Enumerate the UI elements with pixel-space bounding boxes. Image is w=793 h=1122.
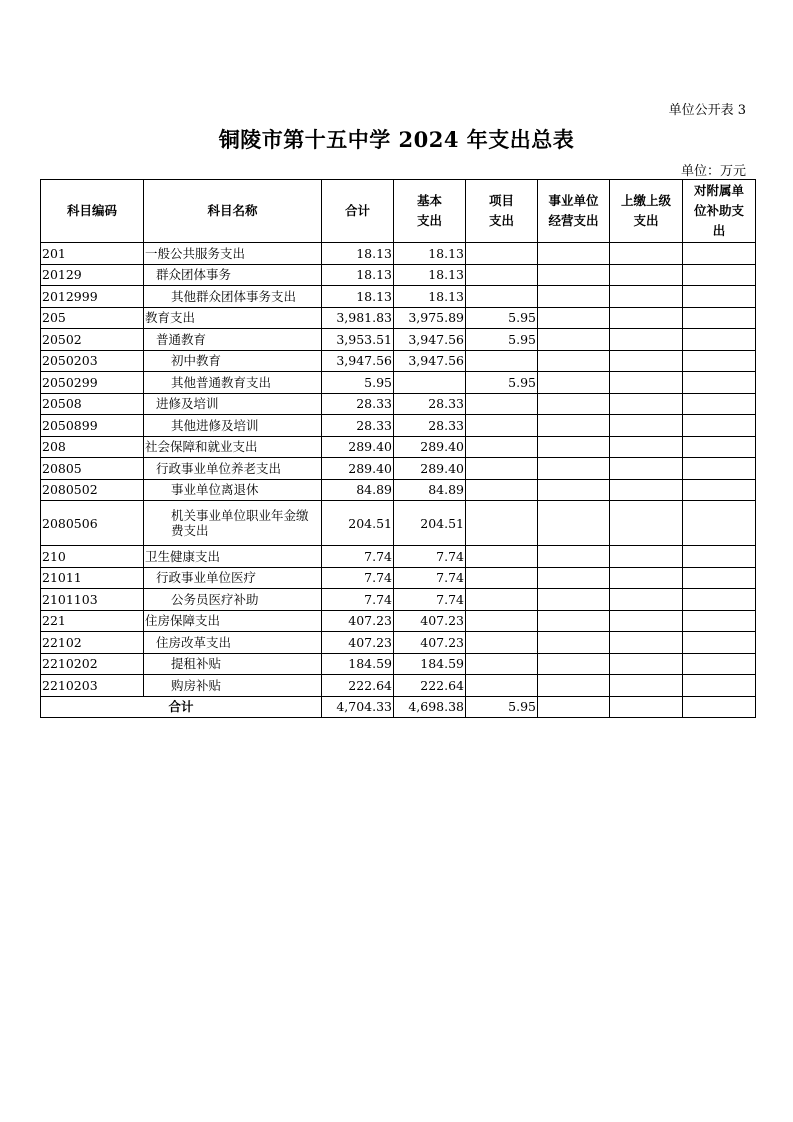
row-basic: 28.33 [394,393,466,415]
row-name: 社会保障和就业支出 [144,436,322,458]
row-basic: 3,947.56 [394,350,466,372]
form-number: 单位公开表 3 [668,103,746,118]
row-basic: 407.23 [394,632,466,654]
row-business [538,653,610,675]
row-upper [610,393,683,415]
row-basic: 7.74 [394,567,466,589]
row-basic: 7.74 [394,546,466,568]
row-total: 222.64 [322,675,394,697]
row-code: 21011 [41,567,144,589]
row-upper [610,546,683,568]
row-name: 初中教育 [144,350,322,372]
row-subsidy [683,632,756,654]
row-upper [610,307,683,329]
row-upper [610,479,683,501]
total-subsidy [683,696,756,718]
row-name: 公务员医疗补助 [144,589,322,611]
total-sum: 4,704.33 [322,696,394,718]
row-total: 289.40 [322,458,394,480]
row-business [538,675,610,697]
row-basic: 222.64 [394,675,466,697]
row-upper [610,610,683,632]
row-code: 2050203 [41,350,144,372]
row-total: 204.51 [322,501,394,546]
row-name: 住房保障支出 [144,610,322,632]
total-project: 5.95 [466,696,538,718]
row-business [538,415,610,437]
row-project [466,589,538,611]
table-row [41,458,756,480]
row-subsidy [683,372,756,394]
total-basic: 4,698.38 [394,696,466,718]
row-project [466,415,538,437]
row-upper [610,350,683,372]
row-business [538,632,610,654]
row-code: 221 [41,610,144,632]
row-code: 2050299 [41,372,144,394]
row-subsidy [683,286,756,308]
row-subsidy [683,243,756,265]
row-basic: 84.89 [394,479,466,501]
row-total: 407.23 [322,632,394,654]
row-name: 群众团体事务 [144,264,322,286]
row-total: 28.33 [322,415,394,437]
row-upper [610,589,683,611]
row-upper [610,458,683,480]
row-name: 机关事业单位职业年金缴费支出 [144,501,322,546]
header-basic: 基本 支出 [394,180,466,243]
total-business [538,696,610,718]
unit-label: 单位：万元 [680,164,746,179]
row-business [538,589,610,611]
row-basic: 289.40 [394,458,466,480]
row-code: 20502 [41,329,144,351]
row-code: 2101103 [41,589,144,611]
table-row [41,675,756,697]
row-project [466,610,538,632]
row-subsidy [683,546,756,568]
row-code: 20129 [41,264,144,286]
row-name: 其他群众团体事务支出 [144,286,322,308]
row-project [466,264,538,286]
row-subsidy [683,567,756,589]
total-row [41,696,756,718]
row-subsidy [683,436,756,458]
table-row [41,436,756,458]
row-business [538,307,610,329]
row-business [538,264,610,286]
row-code: 2012999 [41,286,144,308]
row-upper [610,415,683,437]
table-row [41,589,756,611]
row-basic: 7.74 [394,589,466,611]
row-business [538,501,610,546]
row-basic: 18.13 [394,264,466,286]
row-business [538,567,610,589]
expenditure-table [40,179,756,718]
row-code: 2210202 [41,653,144,675]
row-upper [610,264,683,286]
row-business [538,372,610,394]
row-basic: 18.13 [394,286,466,308]
row-code: 2080502 [41,479,144,501]
table-row [41,329,756,351]
row-code: 2210203 [41,675,144,697]
row-upper [610,286,683,308]
row-upper [610,501,683,546]
row-subsidy [683,501,756,546]
row-business [538,546,610,568]
row-total: 7.74 [322,567,394,589]
row-total: 18.13 [322,243,394,265]
row-upper [610,567,683,589]
row-name: 进修及培训 [144,393,322,415]
row-project [466,632,538,654]
row-basic: 3,975.89 [394,307,466,329]
row-project [466,479,538,501]
table-row [41,307,756,329]
total-upper [610,696,683,718]
row-upper [610,372,683,394]
row-business [538,436,610,458]
row-business [538,458,610,480]
row-total: 84.89 [322,479,394,501]
table-row [41,546,756,568]
row-basic: 289.40 [394,436,466,458]
row-total: 18.13 [322,286,394,308]
header-business: 事业单位 经营支出 [538,180,610,243]
row-subsidy [683,307,756,329]
row-name: 行政事业单位养老支出 [144,458,322,480]
row-basic: 3,947.56 [394,329,466,351]
row-name: 住房改革支出 [144,632,322,654]
table-row [41,567,756,589]
row-code: 201 [41,243,144,265]
row-business [538,243,610,265]
row-project [466,567,538,589]
row-subsidy [683,458,756,480]
table-row [41,243,756,265]
table-row [41,479,756,501]
header-name: 科目名称 [144,180,322,243]
row-basic: 184.59 [394,653,466,675]
row-upper [610,243,683,265]
row-project [466,243,538,265]
header-total: 合计 [322,180,394,243]
row-total: 3,981.83 [322,307,394,329]
table-row [41,610,756,632]
row-subsidy [683,589,756,611]
header-code: 科目编码 [41,180,144,243]
row-name: 卫生健康支出 [144,546,322,568]
row-total: 3,947.56 [322,350,394,372]
row-project [466,546,538,568]
row-code: 208 [41,436,144,458]
row-project [466,350,538,372]
total-label: 合计 [41,696,322,718]
row-project: 5.95 [466,307,538,329]
row-subsidy [683,264,756,286]
row-business [538,393,610,415]
row-project: 5.95 [466,329,538,351]
row-code: 20508 [41,393,144,415]
row-name: 其他进修及培训 [144,415,322,437]
row-project [466,393,538,415]
row-subsidy [683,329,756,351]
row-total: 7.74 [322,546,394,568]
row-total: 28.33 [322,393,394,415]
row-project [466,675,538,697]
table-row [41,393,756,415]
header-project: 项目 支出 [466,180,538,243]
row-code: 2050899 [41,415,144,437]
row-name: 事业单位离退休 [144,479,322,501]
row-basic [394,372,466,394]
row-name: 提租补贴 [144,653,322,675]
row-subsidy [683,675,756,697]
row-code: 205 [41,307,144,329]
page-title: 铜陵市第十五中学 2024 年支出总表 [218,127,575,152]
row-total: 407.23 [322,610,394,632]
row-total: 5.95 [322,372,394,394]
table-row [41,415,756,437]
row-business [538,479,610,501]
row-code: 210 [41,546,144,568]
table-header-row [41,180,756,243]
table-row [41,632,756,654]
table-row [41,372,756,394]
row-name: 行政事业单位医疗 [144,567,322,589]
row-project [466,458,538,480]
row-code: 22102 [41,632,144,654]
row-project [466,501,538,546]
row-project [466,436,538,458]
row-business [538,350,610,372]
table-row [41,501,756,546]
table-row [41,286,756,308]
row-basic: 28.33 [394,415,466,437]
row-name: 购房补贴 [144,675,322,697]
row-business [538,329,610,351]
row-basic: 407.23 [394,610,466,632]
row-upper [610,675,683,697]
row-code: 2080506 [41,501,144,546]
row-total: 7.74 [322,589,394,611]
row-total: 3,953.51 [322,329,394,351]
row-business [538,610,610,632]
row-project [466,653,538,675]
row-subsidy [683,350,756,372]
row-basic: 204.51 [394,501,466,546]
table-row [41,264,756,286]
row-total: 289.40 [322,436,394,458]
row-business [538,286,610,308]
row-code: 20805 [41,458,144,480]
row-name: 其他普通教育支出 [144,372,322,394]
row-name: 教育支出 [144,307,322,329]
row-total: 184.59 [322,653,394,675]
row-upper [610,436,683,458]
row-project [466,286,538,308]
row-subsidy [683,393,756,415]
row-basic: 18.13 [394,243,466,265]
row-subsidy [683,415,756,437]
row-name: 普通教育 [144,329,322,351]
table-body [41,243,756,697]
row-upper [610,329,683,351]
row-upper [610,653,683,675]
header-upper: 上缴上级 支出 [610,180,683,243]
row-subsidy [683,653,756,675]
row-upper [610,632,683,654]
row-name: 一般公共服务支出 [144,243,322,265]
row-total: 18.13 [322,264,394,286]
header-subsidy: 对附属单 位补助支 出 [683,180,756,243]
row-subsidy [683,479,756,501]
table-row [41,350,756,372]
table-row [41,653,756,675]
row-subsidy [683,610,756,632]
row-project: 5.95 [466,372,538,394]
